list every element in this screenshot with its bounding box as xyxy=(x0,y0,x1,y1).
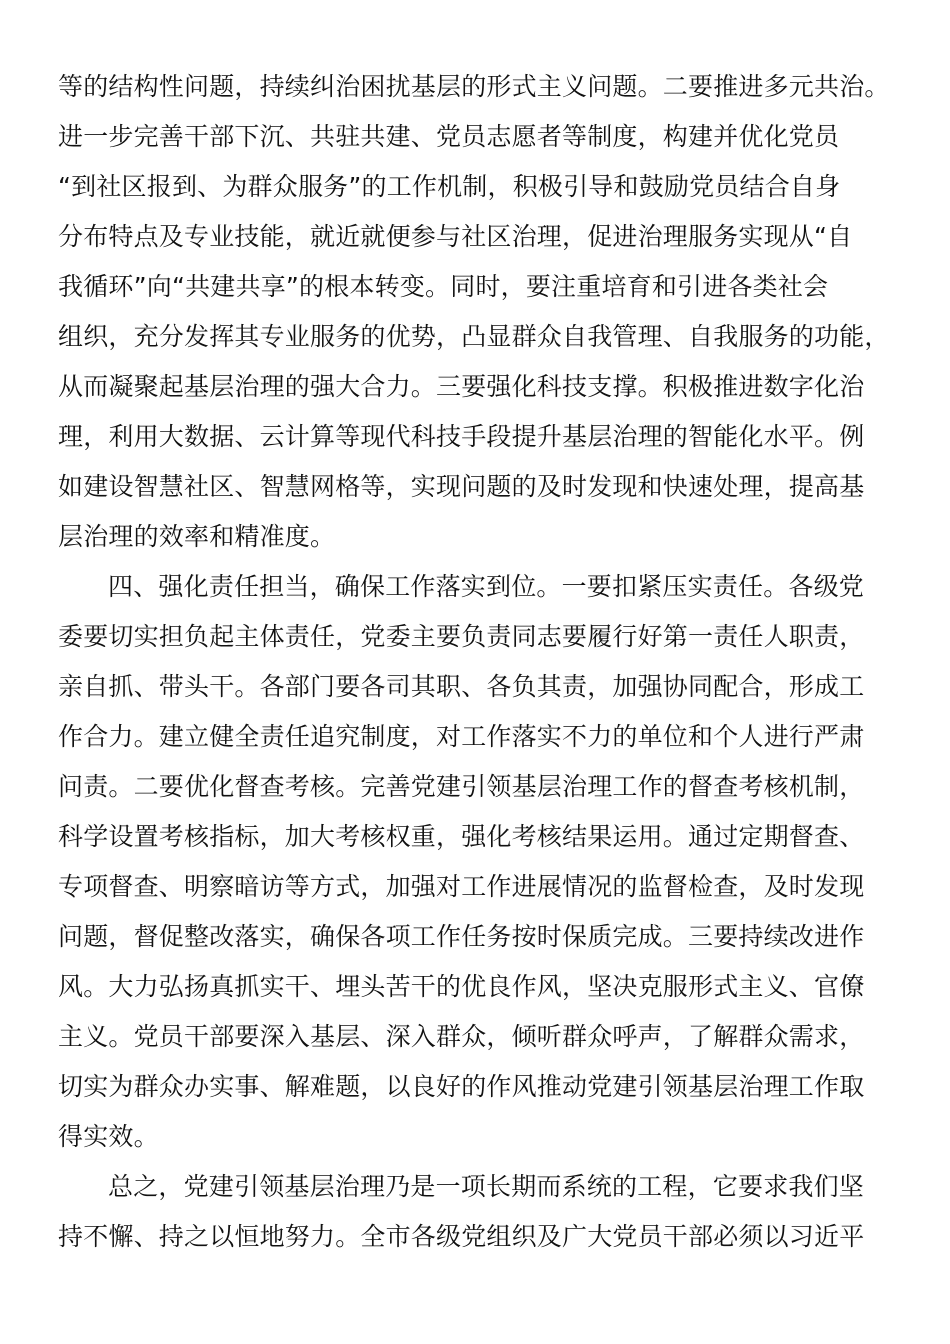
text-line: 四、强化责任担当，确保工作落实到位。一要扣紧压实责任。各级党 xyxy=(108,572,865,601)
text-line: 专项督查、明察暗访等方式，加强对工作进展情况的监督检查，及时发现 xyxy=(58,872,865,901)
document-page xyxy=(58,62,898,1262)
text-line: 委要切实担负起主体责任，党委主要负责同志要履行好第一责任人职责， xyxy=(58,622,865,651)
text-line: 切实为群众办实事、解难题，以良好的作风推动党建引领基层治理工作取 xyxy=(58,1072,865,1101)
text-line: “到社区报到、为群众服务”的工作机制，积极引导和鼓励党员结合自身 xyxy=(58,172,841,201)
paragraph-grassroots-governance xyxy=(58,62,898,562)
text-line: 科学设置考核指标，加大考核权重，强化考核结果运用。通过定期督查、 xyxy=(58,822,865,851)
paragraph-conclusion xyxy=(58,1162,898,1262)
text-line: 持不懈、持之以恒地努力。全市各级党组织及广大党员干部必须以习近平 xyxy=(58,1222,865,1251)
paragraph-responsibility xyxy=(58,562,898,1162)
text-line: 问责。二要优化督查考核。完善党建引领基层治理工作的督查考核机制， xyxy=(58,772,865,801)
text-line: 总之，党建引领基层治理乃是一项长期而系统的工程，它要求我们坚 xyxy=(108,1172,865,1201)
text-line: 风。大力弘扬真抓实干、埋头苦干的优良作风，坚决克服形式主义、官僚 xyxy=(58,972,865,1001)
text-line: 进一步完善干部下沉、共驻共建、党员志愿者等制度，构建并优化党员 xyxy=(58,122,840,151)
text-line: 从而凝聚起基层治理的强大合力。三要强化科技支撑。积极推进数字化治 xyxy=(58,372,865,401)
text-line: 如建设智慧社区、智慧网格等，实现问题的及时发现和快速处理，提高基 xyxy=(58,472,865,501)
text-line: 等的结构性问题，持续纠治困扰基层的形式主义问题。二要推进多元共治。 xyxy=(58,72,890,101)
text-line: 层治理的效率和精准度。 xyxy=(58,522,336,551)
text-line: 理，利用大数据、云计算等现代科技手段提升基层治理的智能化水平。例 xyxy=(58,422,865,451)
text-line: 我循环”向“共建共享”的根本转变。同时，要注重培育和引进各类社会 xyxy=(58,272,829,301)
text-line: 组织，充分发挥其专业服务的优势，凸显群众自我管理、自我服务的功能， xyxy=(58,322,890,351)
text-line: 问题，督促整改落实，确保各项工作任务按时保质完成。三要持续改进作 xyxy=(58,922,865,951)
text-line: 作合力。建立健全责任追究制度，对工作落实不力的单位和个人进行严肃 xyxy=(58,722,865,751)
text-line: 分布特点及专业技能，就近就便参与社区治理，促进治理服务实现从“自 xyxy=(58,222,853,251)
text-line: 亲自抓、带头干。各部门要各司其职、各负其责，加强协同配合，形成工 xyxy=(58,672,865,701)
text-line: 主义。党员干部要深入基层、深入群众，倾听群众呼声，了解群众需求， xyxy=(58,1022,865,1051)
text-line: 得实效。 xyxy=(58,1122,159,1151)
